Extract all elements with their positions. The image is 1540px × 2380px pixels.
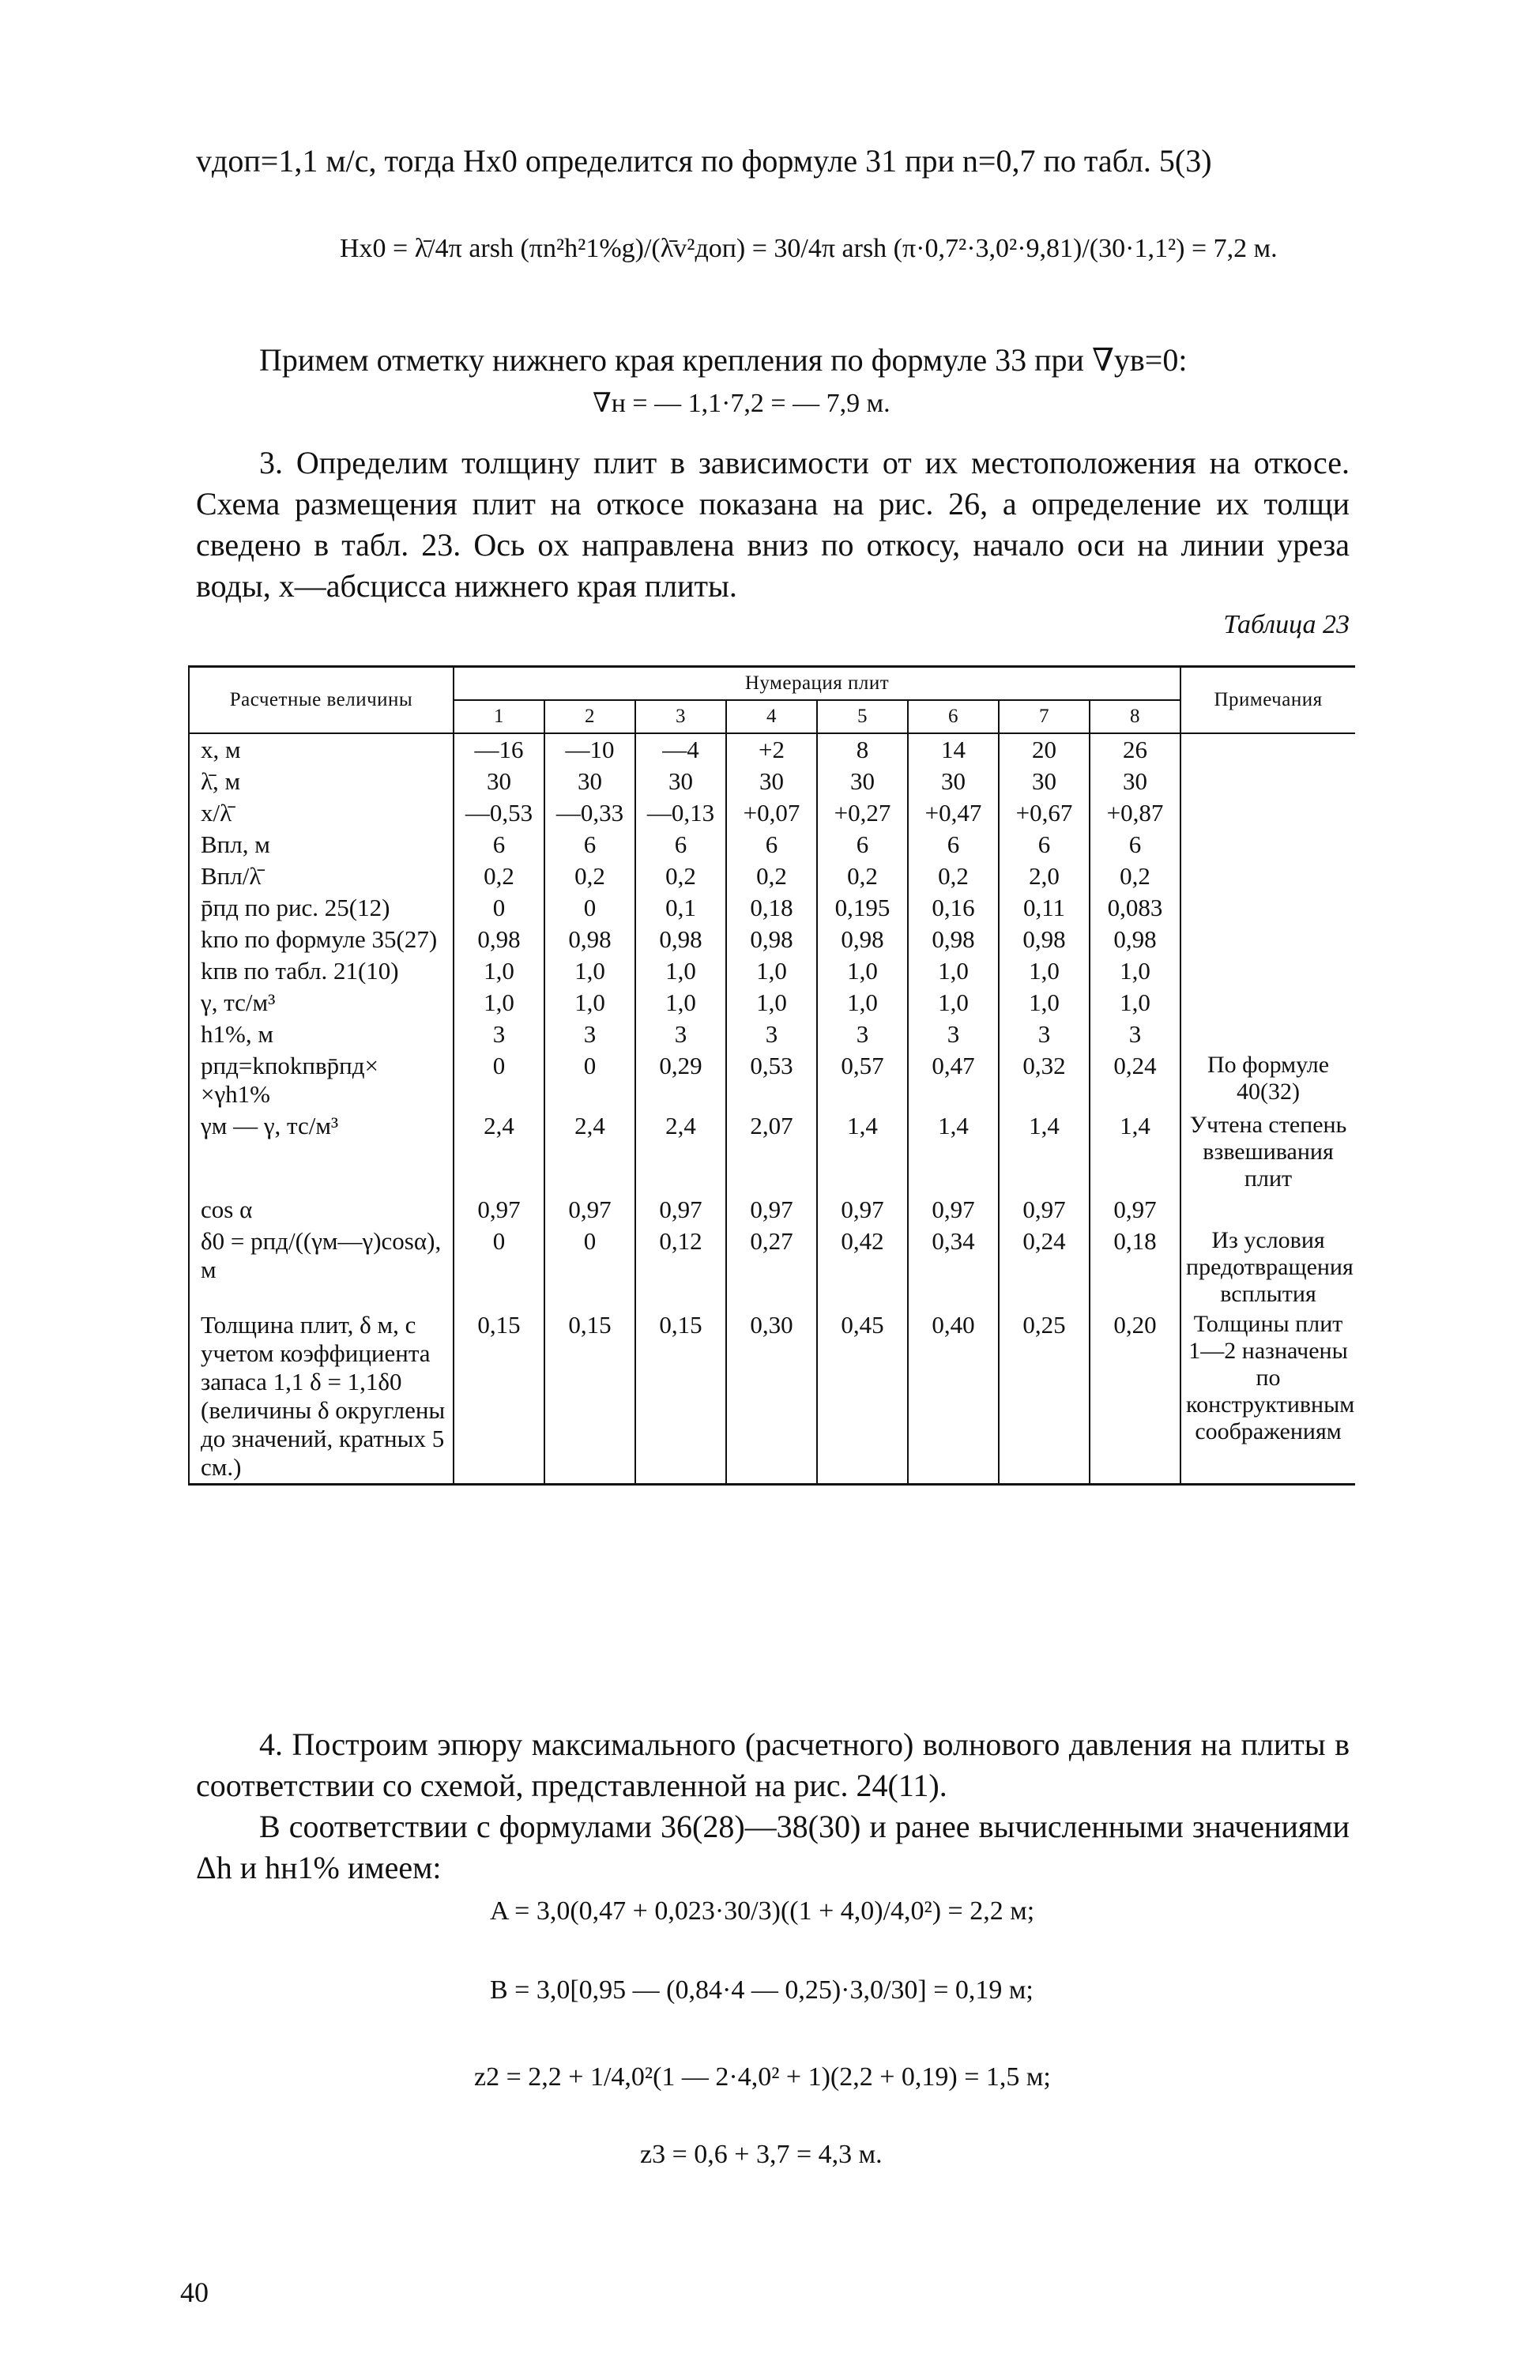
value-cell: 0,97: [817, 1194, 908, 1226]
value-cell: 1,0: [544, 955, 635, 987]
value-cell: 0,16: [908, 892, 999, 924]
value-cell: 0,98: [544, 924, 635, 955]
note-cell: [1180, 829, 1355, 860]
table-row: [189, 829, 1355, 860]
value-cell: 0,47: [908, 1050, 999, 1110]
value-cell: 1,0: [817, 955, 908, 987]
quantity-cell: Bпл/λ̄: [189, 860, 454, 892]
value-cell: 20: [999, 733, 1090, 766]
value-cell: 1,0: [908, 955, 999, 987]
value-cell: 3: [726, 1019, 817, 1050]
note-cell: [1180, 955, 1355, 987]
value-cell: 1,0: [1090, 987, 1180, 1019]
note-cell: [1180, 924, 1355, 955]
value-cell: 6: [817, 829, 908, 860]
table-row: [189, 1309, 1355, 1485]
value-cell: 0,53: [726, 1050, 817, 1110]
table-row: [189, 860, 1355, 892]
value-cell: —4: [635, 733, 726, 766]
note-cell: По формуле 40(32): [1180, 1050, 1355, 1110]
plate-number-header: 3: [635, 700, 726, 733]
note-cell: Толщины плит 1—2 назначены по конструктивным соображениям: [1180, 1309, 1355, 1485]
note-cell: [1180, 1019, 1355, 1050]
quantity-cell: Bпл, м: [189, 829, 454, 860]
plate-number-header: 1: [454, 700, 544, 733]
value-cell: 1,0: [726, 987, 817, 1019]
quantity-cell: pпд=kпоkпвp̄пд× ×γh1%: [189, 1050, 454, 1110]
value-cell: 0,97: [908, 1194, 999, 1226]
value-cell: 0,29: [635, 1050, 726, 1110]
value-cell: 3: [817, 1019, 908, 1050]
value-cell: 1,0: [454, 955, 544, 987]
plate-number-header: 2: [544, 700, 635, 733]
section-4-paragraph: [196, 1724, 1350, 1889]
value-cell: +0,07: [726, 797, 817, 829]
value-cell: +0,87: [1090, 797, 1180, 829]
section-4b-text: В соответствии с формулами 36(28)—38(30) и ранее вычисленными значениями Δh и hн1% имеем:: [196, 1809, 1350, 1885]
equation-z3: z3 = 0,6 + 3,7 = 4,3 м.: [640, 2140, 883, 2169]
note-cell: Учтена степень взвешивания плит: [1180, 1110, 1355, 1194]
value-cell: 30: [635, 766, 726, 797]
value-cell: 0,2: [817, 860, 908, 892]
table-row: [189, 1110, 1355, 1194]
intro-paragraph: [196, 141, 1350, 182]
value-cell: 0,2: [454, 860, 544, 892]
value-cell: 1,4: [908, 1110, 999, 1194]
value-cell: 0,34: [908, 1226, 999, 1309]
note-cell: [1180, 892, 1355, 924]
equation-a: A = 3,0(0,47 + 0,023·30/3)((1 + 4,0)/4,0²) = 2,2 м;: [490, 1896, 1035, 1926]
table-row: [189, 1226, 1355, 1309]
value-cell: 1,4: [1090, 1110, 1180, 1194]
quantity-cell: Толщина плит, δ м, с учетом коэффициента запаса 1,1 δ = 1,1δ0 (величины δ округлены до значений, кратных 5 см.): [189, 1309, 454, 1485]
formula-hx0: Hx0 = λ̄/4π arsh (πn²h²1%g)/(λ̄v²доп) = 30/4π arsh (π·0,7²·3,0²·9,81)/(30·1,1²) = 7,2 м.: [340, 234, 1278, 263]
value-cell: 0,27: [726, 1226, 817, 1309]
value-cell: +0,67: [999, 797, 1090, 829]
value-cell: 0,1: [635, 892, 726, 924]
value-cell: 3: [1090, 1019, 1180, 1050]
value-cell: 30: [817, 766, 908, 797]
table-row: [189, 766, 1355, 797]
quantity-cell: kпв по табл. 21(10): [189, 955, 454, 987]
note-cell: [1180, 1194, 1355, 1226]
note-cell: [1180, 733, 1355, 766]
table-row: [189, 987, 1355, 1019]
header-notes: Примечания: [1180, 667, 1355, 734]
table-row: [189, 955, 1355, 987]
value-cell: 1,4: [817, 1110, 908, 1194]
value-cell: 0: [454, 892, 544, 924]
value-cell: 0,97: [1090, 1194, 1180, 1226]
value-cell: +2: [726, 733, 817, 766]
value-cell: —10: [544, 733, 635, 766]
value-cell: 3: [635, 1019, 726, 1050]
equation-z2: z2 = 2,2 + 1/4,0²(1 — 2·4,0² + 1)(2,2 + 0,19) = 1,5 м;: [474, 2062, 1051, 2092]
value-cell: 0,2: [635, 860, 726, 892]
value-cell: 0,083: [1090, 892, 1180, 924]
value-cell: 0,15: [544, 1309, 635, 1485]
value-cell: 0,25: [999, 1309, 1090, 1485]
plate-number-header: 7: [999, 700, 1090, 733]
header-quantity: Расчетные величины: [189, 667, 454, 734]
value-cell: +0,27: [817, 797, 908, 829]
value-cell: 1,4: [999, 1110, 1090, 1194]
quantity-cell: x/λ̄: [189, 797, 454, 829]
quantity-cell: λ̄, м: [189, 766, 454, 797]
plate-number-header: 4: [726, 700, 817, 733]
value-cell: 1,0: [635, 987, 726, 1019]
bottom-edge-paragraph: [196, 340, 1350, 381]
section-4-text: 4. Построим эпюру максимального (расчетного) волнового давления на плиты в соответствии со схемой, представленной на рис. 24(11).: [196, 1727, 1350, 1803]
value-cell: 0,18: [726, 892, 817, 924]
quantity-cell: x, м: [189, 733, 454, 766]
value-cell: 1,0: [454, 987, 544, 1019]
note-cell: [1180, 766, 1355, 797]
value-cell: 30: [544, 766, 635, 797]
value-cell: 0,11: [999, 892, 1090, 924]
value-cell: 0,98: [726, 924, 817, 955]
value-cell: 30: [999, 766, 1090, 797]
quantity-cell: δ0 = pпд/((γм—γ)cosα), м: [189, 1226, 454, 1309]
table-row: [189, 892, 1355, 924]
value-cell: 2,4: [544, 1110, 635, 1194]
value-cell: 0,2: [544, 860, 635, 892]
value-cell: 1,0: [908, 987, 999, 1019]
quantity-cell: kпо по формуле 35(27): [189, 924, 454, 955]
value-cell: 6: [635, 829, 726, 860]
value-cell: 0,30: [726, 1309, 817, 1485]
value-cell: +0,47: [908, 797, 999, 829]
value-cell: 0,18: [1090, 1226, 1180, 1309]
value-cell: 3: [908, 1019, 999, 1050]
header-numbering: Нумерация плит: [454, 667, 1180, 701]
table-row: [189, 1019, 1355, 1050]
table-23: [188, 665, 1355, 1486]
value-cell: —0,53: [454, 797, 544, 829]
value-cell: 6: [726, 829, 817, 860]
value-cell: —0,13: [635, 797, 726, 829]
note-cell: [1180, 797, 1355, 829]
value-cell: 0,2: [726, 860, 817, 892]
value-cell: 3: [999, 1019, 1090, 1050]
value-cell: 2,07: [726, 1110, 817, 1194]
plate-number-header: 5: [817, 700, 908, 733]
value-cell: 30: [908, 766, 999, 797]
value-cell: 1,0: [999, 955, 1090, 987]
table-caption: Таблица 23: [1223, 610, 1350, 639]
page-number: 40: [180, 2276, 209, 2308]
table-row: [189, 797, 1355, 829]
plate-number-header: 6: [908, 700, 999, 733]
value-cell: 0,20: [1090, 1309, 1180, 1485]
value-cell: 0,98: [635, 924, 726, 955]
value-cell: 0,42: [817, 1226, 908, 1309]
value-cell: 1,0: [1090, 955, 1180, 987]
value-cell: 0,97: [454, 1194, 544, 1226]
value-cell: 6: [908, 829, 999, 860]
value-cell: 0,24: [1090, 1050, 1180, 1110]
value-cell: 30: [1090, 766, 1180, 797]
value-cell: 0,15: [635, 1309, 726, 1485]
formula-bottom-edge: ∇н = — 1,1·7,2 = — 7,9 м.: [593, 389, 890, 418]
value-cell: —0,33: [544, 797, 635, 829]
value-cell: 0,97: [726, 1194, 817, 1226]
table-row: [189, 1194, 1355, 1226]
value-cell: 0,195: [817, 892, 908, 924]
table-row: [189, 924, 1355, 955]
value-cell: 14: [908, 733, 999, 766]
quantity-cell: h1%, м: [189, 1019, 454, 1050]
value-cell: 0,32: [999, 1050, 1090, 1110]
note-cell: [1180, 860, 1355, 892]
note-cell: [1180, 987, 1355, 1019]
value-cell: 0,57: [817, 1050, 908, 1110]
value-cell: 1,0: [817, 987, 908, 1019]
quantity-cell: p̄пд по рис. 25(12): [189, 892, 454, 924]
value-cell: 26: [1090, 733, 1180, 766]
value-cell: 2,4: [635, 1110, 726, 1194]
value-cell: 0: [454, 1050, 544, 1110]
value-cell: 3: [454, 1019, 544, 1050]
value-cell: 2,4: [454, 1110, 544, 1194]
equation-b: B = 3,0[0,95 — (0,84·4 — 0,25)·3,0/30] = 0,19 м;: [490, 1975, 1034, 2005]
plate-number-header: 8: [1090, 700, 1180, 733]
note-cell: Из условия предотвращения всплытия: [1180, 1226, 1355, 1309]
table-row: [189, 1050, 1355, 1110]
value-cell: 0,98: [454, 924, 544, 955]
value-cell: 0,15: [454, 1309, 544, 1485]
value-cell: 0,2: [1090, 860, 1180, 892]
value-cell: 0: [544, 1050, 635, 1110]
table-row: [189, 733, 1355, 766]
value-cell: 0,40: [908, 1309, 999, 1485]
value-cell: 0,45: [817, 1309, 908, 1485]
quantity-cell: γм — γ, тс/м³: [189, 1110, 454, 1194]
value-cell: 6: [544, 829, 635, 860]
value-cell: 30: [726, 766, 817, 797]
quantity-cell: γ, тс/м³: [189, 987, 454, 1019]
intro-line: vдоп=1,1 м/с, тогда Hx0 определится по формуле 31 при n=0,7 по табл. 5(3): [196, 143, 1212, 179]
value-cell: 1,0: [635, 955, 726, 987]
bottom-edge-text: Примем отметку нижнего края крепления по формуле 33 при ∇ув=0:: [259, 342, 1188, 378]
value-cell: 3: [544, 1019, 635, 1050]
value-cell: 2,0: [999, 860, 1090, 892]
value-cell: 0,12: [635, 1226, 726, 1309]
quantity-cell: cos α: [189, 1194, 454, 1226]
value-cell: 0,2: [908, 860, 999, 892]
section-3-paragraph: [196, 442, 1350, 607]
value-cell: —16: [454, 733, 544, 766]
value-cell: 0,97: [544, 1194, 635, 1226]
value-cell: 0,98: [908, 924, 999, 955]
value-cell: 0,98: [999, 924, 1090, 955]
value-cell: 0: [454, 1226, 544, 1309]
value-cell: 1,0: [544, 987, 635, 1019]
value-cell: 6: [1090, 829, 1180, 860]
value-cell: 1,0: [726, 955, 817, 987]
value-cell: 0: [544, 1226, 635, 1309]
value-cell: 6: [454, 829, 544, 860]
value-cell: 0: [544, 892, 635, 924]
value-cell: 0,98: [1090, 924, 1180, 955]
value-cell: 30: [454, 766, 544, 797]
value-cell: 0,24: [999, 1226, 1090, 1309]
value-cell: 1,0: [999, 987, 1090, 1019]
section-3-text: 3. Определим толщину плит в зависимости от их местоположения на откосе. Схема размещения плит на откосе показана на рис. 26, а определение их толщи сведено в табл. 23. Ось ox направлена вниз по откосу, начало оси на линии уреза воды, x—абсцисса нижнего края плиты.: [196, 445, 1350, 604]
value-cell: 8: [817, 733, 908, 766]
value-cell: 0,97: [999, 1194, 1090, 1226]
table-body: [189, 733, 1355, 1485]
value-cell: 6: [999, 829, 1090, 860]
value-cell: 0,98: [817, 924, 908, 955]
value-cell: 0,97: [635, 1194, 726, 1226]
